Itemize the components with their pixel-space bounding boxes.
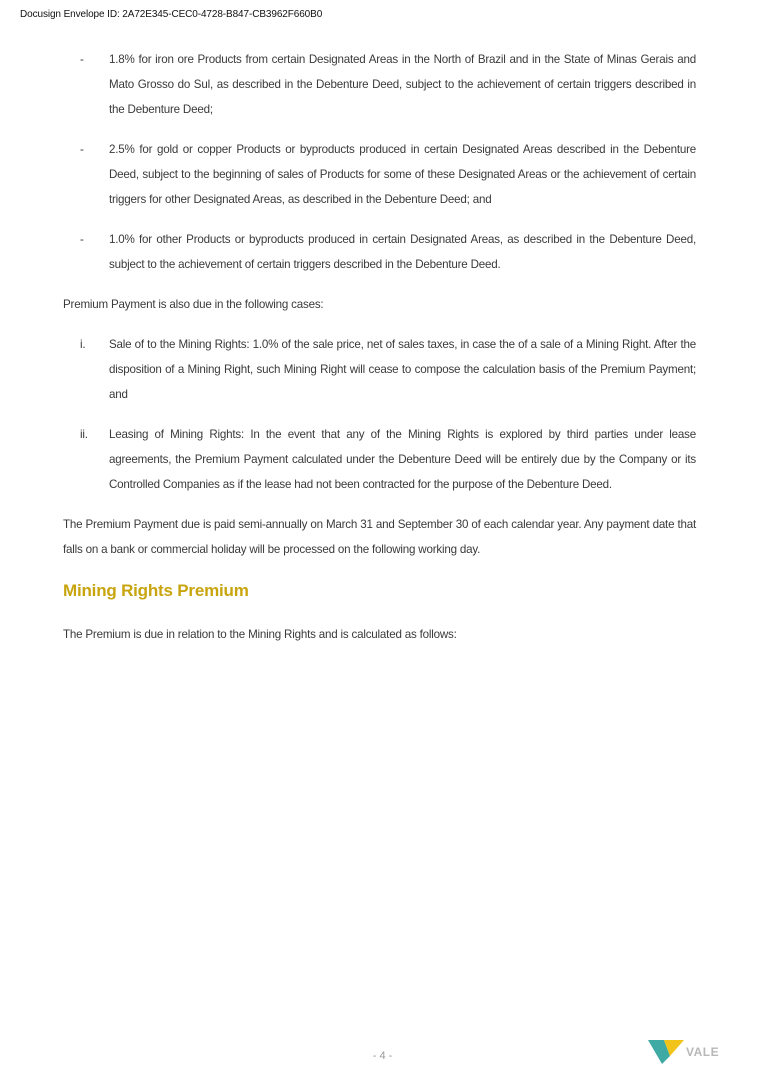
- page-number: - 4 -: [372, 1050, 393, 1062]
- case-item: [63, 422, 696, 497]
- bullet-text: 2.5% for gold or copper Products or byproducts produced in certain Designated Areas described in the Debenture Deed, subject to the beginning of sales of Products for some of these Designated Areas or the achievement of certain triggers for other Designated Areas, as described in the Debenture Deed; and: [109, 143, 696, 206]
- bullet-item: [63, 227, 696, 277]
- section-heading: Mining Rights Premium: [63, 581, 249, 600]
- case-item: [63, 332, 696, 407]
- logo-text: VALE: [686, 1045, 720, 1059]
- bullet-text: 1.0% for other Products or byproducts produced in certain Designated Areas, as described in the Debenture Deed, subject to the achievement of certain triggers described in the Debenture Deed.: [109, 233, 696, 271]
- bullet-item: [63, 47, 696, 122]
- case-text: Sale of to the Mining Rights: 1.0% of the sale price, net of sales taxes, in case the of a sale of a Mining Right. After the disposition of a Mining Right, such Mining Right will cease to compose the calculation basis of the Premium Payment; and: [109, 338, 696, 401]
- case-marker: ii.: [80, 428, 88, 441]
- case-marker: i.: [80, 338, 86, 351]
- payment-paragraph: The Premium Payment due is paid semi-annually on March 31 and September 30 of each calendar year. Any payment date that falls on a bank or commercial holiday will be processed on the following working day.: [63, 518, 696, 556]
- premium-intro: Premium Payment is also due in the following cases:: [63, 298, 324, 311]
- bullet-item: [63, 137, 696, 212]
- bullet-marker: -: [80, 143, 84, 156]
- bullet-text: 1.8% for iron ore Products from certain Designated Areas in the North of Brazil and in the State of Minas Gerais and Mato Grosso do Sul, as described in the Debenture Deed, subject to the achievement of certain triggers described in the Debenture Deed;: [109, 53, 696, 116]
- case-text: Leasing of Mining Rights: In the event that any of the Mining Rights is explored by third parties under lease agreements, the Premium Payment calculated under the Debenture Deed will be entirely due by the Company or its Controlled Companies as if the lease had not been contracted for the purpose of the Debenture Deed.: [109, 428, 696, 491]
- bullet-marker: -: [80, 53, 84, 66]
- bullet-marker: -: [80, 233, 84, 246]
- closing-paragraph: The Premium is due in relation to the Mining Rights and is calculated as follows:: [63, 628, 457, 641]
- page-content: [63, 47, 696, 647]
- envelope-id: Docusign Envelope ID: 2A72E345-CEC0-4728-B847-CB3962F660B0: [20, 9, 323, 20]
